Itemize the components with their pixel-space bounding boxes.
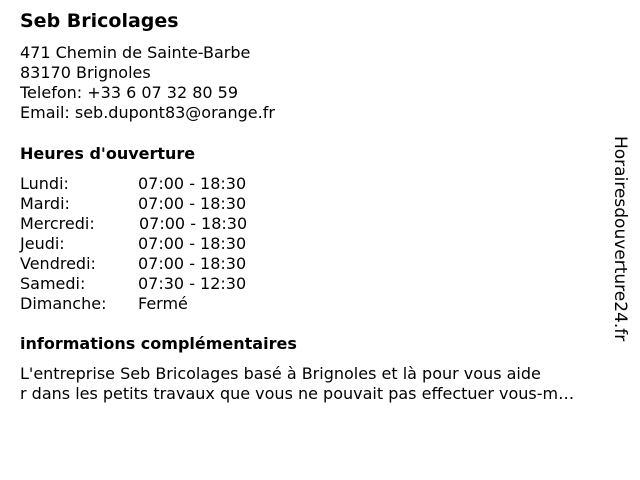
email-line: Email: seb.dupont83@orange.fr [20, 103, 275, 122]
hours-row-tuesday [20, 194, 320, 214]
additional-info-line: L'entreprise Seb Bricolages basé à Brignoles et là pour vous aide [20, 364, 541, 383]
opening-hours-heading: Heures d'ouverture [20, 144, 196, 163]
additional-info-text [20, 364, 620, 404]
hours-row-sunday [20, 294, 320, 314]
hours-day-label: Mercredi: [20, 214, 95, 233]
hours-day-label: Vendredi: [20, 254, 96, 273]
hours-time-value: 07:00 - 18:30 [138, 254, 247, 273]
contact-block [20, 43, 275, 123]
hours-time-value: 07:00 - 18:30 [138, 194, 247, 213]
hours-day-label: Dimanche: [20, 294, 107, 313]
hours-day-label: Jeudi: [20, 234, 65, 253]
hours-day-label: Mardi: [20, 194, 70, 213]
additional-info-heading: informations complémentaires [20, 334, 297, 353]
hours-time-value: 07:00 - 18:30 [139, 214, 248, 233]
hours-time-value: Fermé [138, 294, 188, 313]
hours-day-label: Lundi: [20, 174, 69, 193]
hours-time-value: 07:00 - 18:30 [138, 234, 247, 253]
address-line-street: 471 Chemin de Sainte-Barbe [20, 43, 251, 62]
hours-row-saturday [20, 274, 320, 294]
opening-hours-table [20, 174, 320, 314]
site-watermark-text: Horairesdouverture24.fr [610, 136, 630, 342]
phone-line: Telefon: +33 6 07 32 80 59 [20, 83, 239, 102]
hours-day-label: Samedi: [20, 274, 86, 293]
hours-row-monday [20, 174, 320, 194]
business-name: Seb Bricolages [20, 10, 179, 32]
site-watermark [603, 136, 639, 346]
hours-row-wednesday [20, 214, 320, 234]
hours-row-thursday [20, 234, 320, 254]
address-line-city: 83170 Brignoles [20, 63, 151, 82]
hours-time-value: 07:30 - 12:30 [138, 274, 247, 293]
additional-info-line: r dans les petits travaux que vous ne pouvait pas effectuer vous-m… [20, 384, 575, 403]
hours-time-value: 07:00 - 18:30 [138, 174, 247, 193]
hours-row-friday [20, 254, 320, 274]
